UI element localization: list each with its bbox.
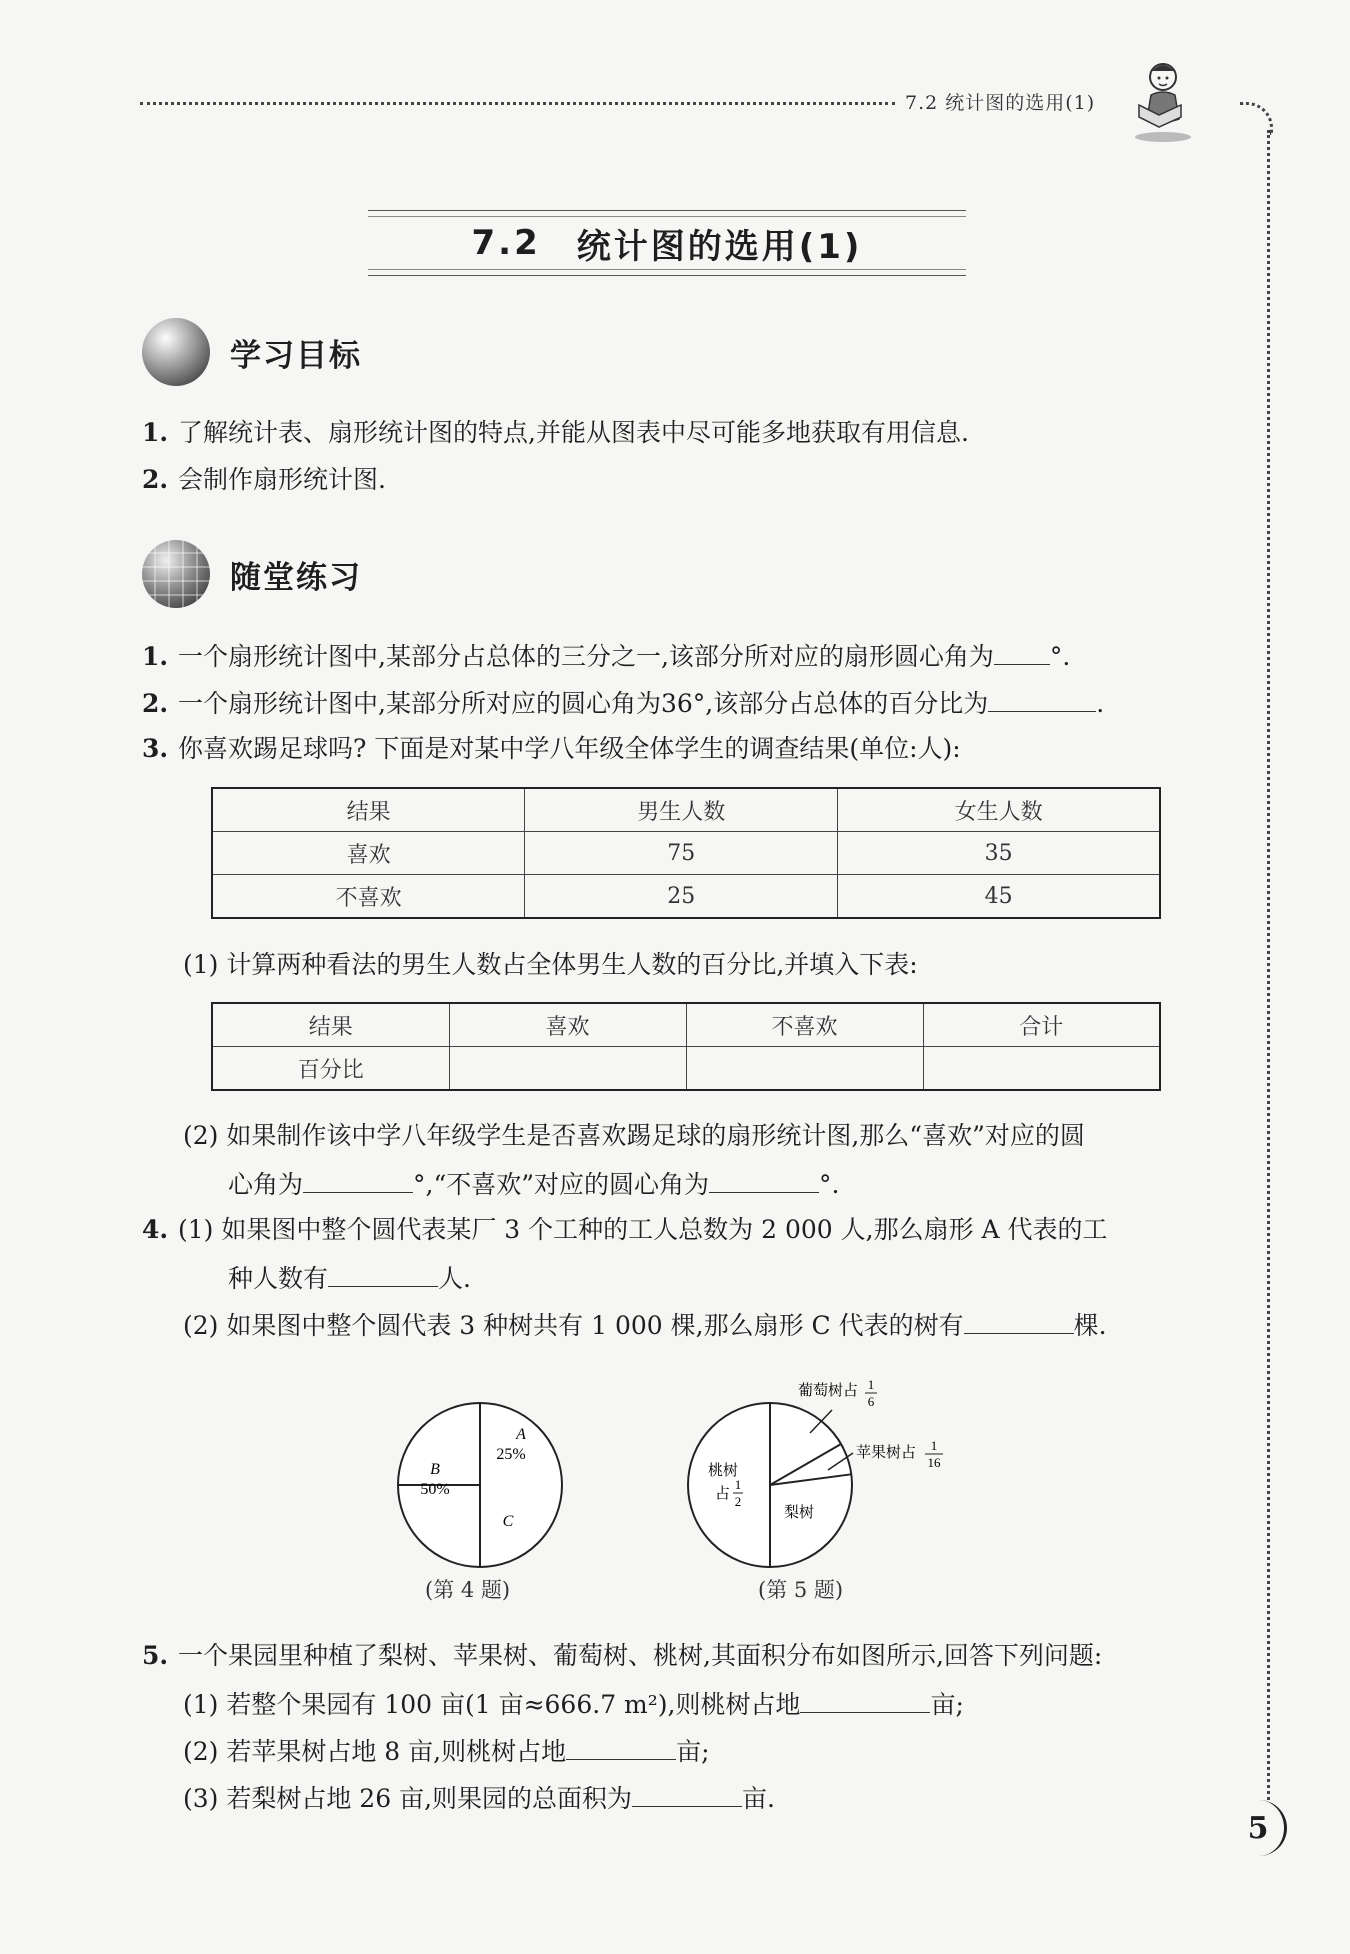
- question-2: 2. 一个扇形统计图中,某部分所对应的圆心角为36°,该部分占总体的百分比为 .: [142, 685, 1104, 721]
- answer-blank[interactable]: [303, 1166, 413, 1193]
- question-3-part-2: (2) 如果制作该中学八年级学生是否喜欢踢足球的扇形统计图,那么“喜欢”对应的圆: [183, 1121, 1085, 1150]
- table-row: 百分比: [212, 1047, 1160, 1091]
- header-dotted-rule: [140, 102, 895, 105]
- answer-blank[interactable]: [328, 1260, 438, 1287]
- slice-label-peach-zhan: 占: [715, 1486, 731, 1502]
- cartoon-reader-icon: [1125, 55, 1200, 145]
- slice-frac-num-peach: 1: [734, 1477, 742, 1492]
- answer-blank[interactable]: [566, 1733, 676, 1760]
- table-header-row: 结果 男生人数 女生人数: [212, 788, 1160, 832]
- question-5-part-1: (1) 若整个果园有 100 亩(1 亩≈666.7 m²),则桃树占地 亩;: [183, 1686, 964, 1722]
- question-4: 4. (1) 如果图中整个圆代表某厂 3 个工种的工人总数为 2 000 人,那么扇形 A 代表的工: [142, 1215, 1108, 1244]
- answer-blank[interactable]: [988, 685, 1096, 712]
- margin-dotted-rule: [1267, 130, 1270, 1800]
- answer-blank[interactable]: [964, 1307, 1074, 1334]
- question-3: 3. 你喜欢踢足球吗? 下面是对某中学八年级全体学生的调查结果(单位:人):: [142, 734, 961, 763]
- table-header-row: 结果 喜欢 不喜欢 合计: [212, 1003, 1160, 1047]
- title-text: 统计图的选用(1): [576, 226, 863, 267]
- section-title: 学习目标: [230, 337, 362, 374]
- question-5: 5. 一个果园里种植了梨树、苹果树、葡萄树、桃树,其面积分布如图所示,回答下列问题:: [142, 1641, 1103, 1670]
- page-number: 5: [1232, 1800, 1287, 1856]
- answer-blank[interactable]: [632, 1780, 742, 1807]
- slice-label-grape: 葡萄树占: [798, 1383, 859, 1399]
- table-row: 喜欢 75 35: [212, 832, 1160, 875]
- section-title: 随堂练习: [230, 559, 362, 596]
- running-header: 7.2 统计图的选用(1): [905, 92, 1096, 114]
- slice-frac-den-apple: 16: [927, 1455, 941, 1470]
- slice-label-apple: 苹果树占: [856, 1445, 917, 1461]
- question-4-cont: 种人数有 人.: [228, 1260, 471, 1296]
- slice-frac-den-grape: 6: [867, 1394, 875, 1409]
- figure-caption-q5: (第 5 题): [758, 1578, 844, 1602]
- slice-label-c: C: [502, 1513, 514, 1530]
- slice-value-b: 50%: [420, 1481, 450, 1498]
- slice-frac-num-apple: 1: [930, 1438, 938, 1453]
- answer-cell[interactable]: [686, 1047, 923, 1091]
- slice-label-peach: 桃树: [708, 1463, 739, 1479]
- question-5-part-2: (2) 若苹果树占地 8 亩,则桃树占地 亩;: [183, 1733, 710, 1769]
- answer-blank[interactable]: [709, 1166, 819, 1193]
- goal-item: 2. 会制作扇形统计图.: [142, 465, 386, 494]
- answer-blank[interactable]: [800, 1686, 930, 1713]
- title-number: 7.2: [471, 223, 541, 263]
- page-title: [368, 210, 966, 276]
- sphere-icon: [142, 318, 210, 386]
- slice-label-b: B: [430, 1461, 440, 1478]
- question-5-part-3: (3) 若梨树占地 26 亩,则果园的总面积为 亩.: [183, 1780, 775, 1816]
- answer-cell[interactable]: [449, 1047, 686, 1091]
- slice-label-a: A: [516, 1426, 526, 1443]
- percentage-table: [211, 1002, 1161, 1091]
- slice-frac-den-peach: 2: [734, 1494, 742, 1509]
- question-4-part-2: (2) 如果图中整个圆代表 3 种树共有 1 000 棵,那么扇形 C 代表的树有 棵.: [183, 1307, 1107, 1343]
- answer-blank[interactable]: [994, 638, 1050, 665]
- slice-label-pear: 梨树: [784, 1505, 815, 1521]
- table-row: 不喜欢 25 45: [212, 875, 1160, 919]
- pie-chart-q4: [390, 1395, 570, 1575]
- slice-frac-num-grape: 1: [867, 1377, 875, 1392]
- goal-item: 1. 了解统计表、扇形统计图的特点,并能从图表中尽可能多地获取有用信息.: [142, 418, 969, 447]
- globe-icon: [142, 540, 210, 608]
- slice-value-a: 25%: [496, 1446, 526, 1463]
- question-1: 1. 一个扇形统计图中,某部分占总体的三分之一,该部分所对应的扇形圆心角为 °.: [142, 638, 1070, 674]
- pie-chart-q5: [670, 1375, 970, 1575]
- section-heading-practice: [142, 540, 362, 608]
- question-3-part-1: (1) 计算两种看法的男生人数占全体男生人数的百分比,并填入下表:: [183, 950, 918, 979]
- question-3-part-2-cont: 心角为 °,“不喜欢”对应的圆心角为 °.: [228, 1166, 839, 1202]
- answer-cell[interactable]: [923, 1047, 1160, 1091]
- figure-caption-q4: (第 4 题): [425, 1578, 511, 1602]
- survey-table: [211, 787, 1161, 919]
- section-heading-goals: [142, 318, 362, 386]
